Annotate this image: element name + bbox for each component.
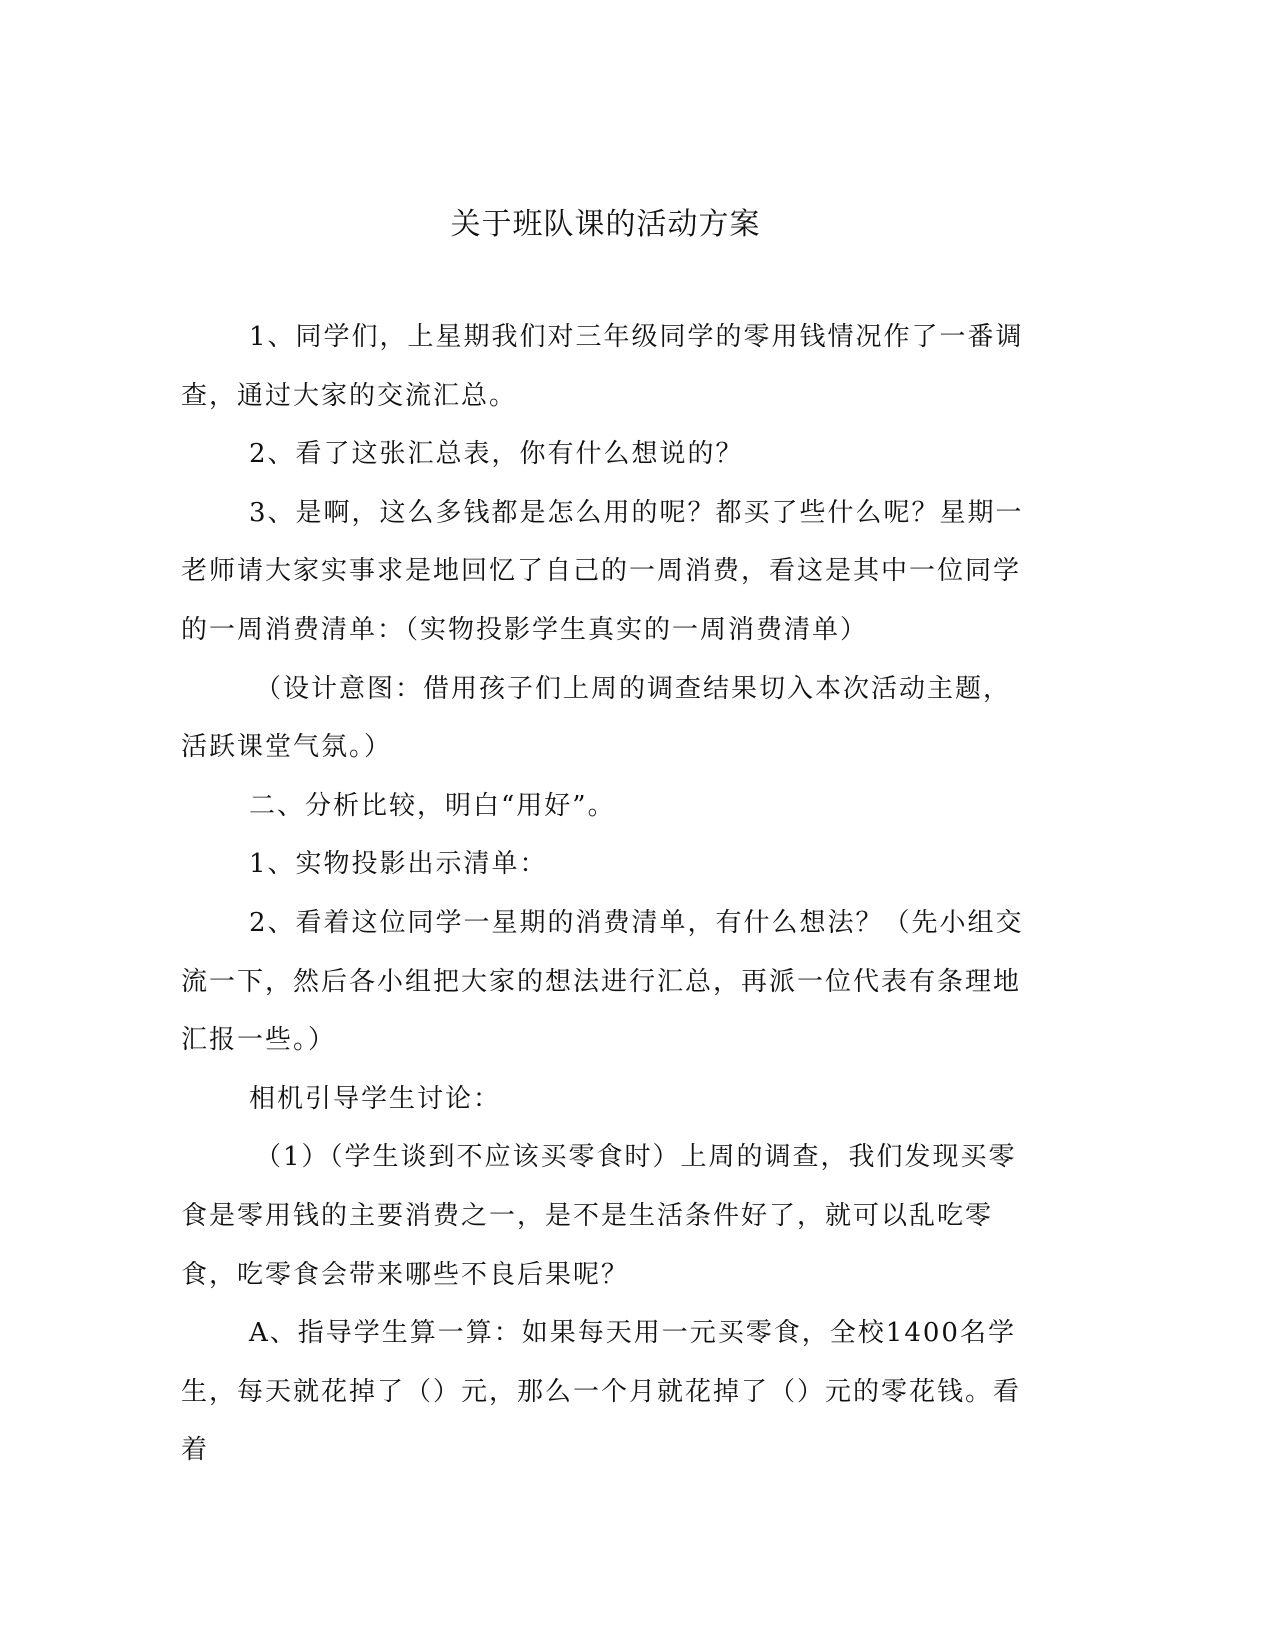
- paragraph-design-intent: （设计意图：借用孩子们上周的调查结果切入本次活动主题，活跃课堂气氛。）: [181, 673, 1012, 763]
- document-body: [181, 308, 1031, 1480]
- paragraph-show-list: 1、实物投影出示清单：: [249, 849, 548, 880]
- paragraph-calculation: A、指导学生算一算：如果每天用一元买零食，全校1400名学生，每天就花掉了（）元，那么一个月就花掉了（）元的零花钱。看着: [181, 1318, 1022, 1466]
- paragraph-weekly-spending: 3、是啊，这么多钱都是怎么用的呢？都买了些什么呢？星期一老师请大家实事求是地回忆了自己的一周消费，看这是其中一位同学的一周消费清单：（实物投影学生真实的一周消费清单）: [181, 497, 1024, 645]
- document-title: 关于班队课的活动方案: [450, 207, 761, 242]
- section-heading-analysis: 二、分析比较，明白“用好”。: [249, 790, 616, 821]
- paragraph-group-discussion: 2、看着这位同学一星期的消费清单，有什么想法？（先小组交流一下，然后各小组把大家的想法进行汇总，再派一位代表有条理地汇报一些。）: [181, 907, 1024, 1056]
- paragraph-snacks: （1）（学生谈到不应该买零食时）上周的调查，我们发现买零食是零用钱的主要消费之一，是不是生活条件好了，就可以乱吃零食，吃零食会带来哪些不良后果呢？: [181, 1142, 1017, 1290]
- paragraph-survey-intro: 1、同学们，上星期我们对三年级同学的零用钱情况作了一番调查，通过大家的交流汇总。: [181, 322, 1024, 411]
- paragraph-summary-question: 2、看了这张汇总表，你有什么想说的？: [249, 439, 744, 470]
- paragraph-guide-discussion: 相机引导学生讨论：: [249, 1083, 502, 1114]
